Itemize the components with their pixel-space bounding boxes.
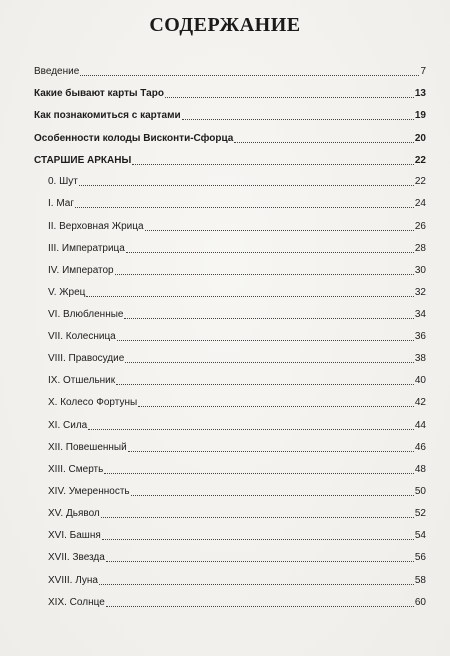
toc-entry	[34, 66, 426, 78]
toc-entry	[34, 133, 426, 145]
toc-entry-label: 0. Шут	[48, 176, 78, 187]
toc-entry	[34, 353, 426, 365]
toc-entry-label: Особенности колоды Висконти-Сфорца	[34, 133, 234, 144]
toc-entry-label: XVIII. Луна	[48, 575, 98, 586]
toc-entry	[34, 198, 426, 210]
dot-leader	[99, 584, 414, 585]
dot-leader	[88, 429, 414, 430]
toc-entry	[34, 397, 426, 409]
toc-entry-page-number: 50	[414, 486, 426, 497]
toc-entry	[34, 88, 426, 100]
toc-entry-page-number: 58	[414, 575, 426, 586]
toc-entry	[34, 575, 426, 587]
toc-entry	[34, 331, 426, 343]
toc-entry	[34, 155, 426, 167]
toc-entry-page-number: 60	[414, 597, 426, 608]
toc-entry	[34, 442, 426, 454]
toc-entry	[34, 221, 426, 233]
toc-entry-page-number: 7	[420, 66, 426, 77]
dot-leader	[117, 340, 414, 341]
toc-entry-page-number: 56	[414, 552, 426, 563]
toc-entry-label: Как познакомиться с картами	[34, 110, 181, 121]
toc-entry-page-number: 28	[414, 243, 426, 254]
toc-entry-label: XV. Дьявол	[48, 508, 100, 519]
toc-entry-page-number: 26	[414, 221, 426, 232]
toc-entry-label: III. Императрица	[48, 243, 125, 254]
toc-entry	[34, 597, 426, 609]
toc-entry	[34, 375, 426, 387]
toc-entry	[34, 464, 426, 476]
toc-entry	[34, 243, 426, 255]
dot-leader	[131, 495, 414, 496]
toc-entry-label: VII. Колесница	[48, 331, 116, 342]
toc-entry-page-number: 54	[414, 530, 426, 541]
toc-entry	[34, 486, 426, 498]
dot-leader	[138, 406, 414, 407]
toc-entry-page-number: 13	[414, 88, 426, 99]
toc-entry-label: IX. Отшельник	[48, 375, 116, 386]
toc-entry-label: XVI. Башня	[48, 530, 101, 541]
toc-entry-page-number: 44	[414, 420, 426, 431]
toc-entry	[34, 265, 426, 277]
toc-entry-label: Введение	[34, 66, 80, 77]
toc-entry	[34, 552, 426, 564]
toc-entry-page-number: 34	[414, 309, 426, 320]
toc-entry-label: XI. Сила	[48, 420, 88, 431]
dot-leader	[115, 274, 414, 275]
toc-entry-page-number: 24	[414, 198, 426, 209]
toc-entry	[34, 287, 426, 299]
toc-entry-page-number: 22	[414, 176, 426, 187]
dot-leader	[124, 318, 413, 319]
dot-leader	[106, 606, 414, 607]
dot-leader	[234, 142, 414, 143]
toc-entry-page-number: 20	[414, 133, 426, 144]
toc-entry-label: XVII. Звезда	[48, 552, 105, 563]
toc-entry	[34, 530, 426, 542]
toc-entry-page-number: 22	[414, 155, 426, 166]
page-title: СОДЕРЖАНИЕ	[149, 14, 301, 36]
toc-entry-page-number: 30	[414, 265, 426, 276]
dot-leader	[132, 164, 414, 165]
dot-leader	[145, 230, 414, 231]
toc-entry-label: I. Маг	[48, 198, 74, 209]
dot-leader	[80, 75, 419, 76]
toc-entry-page-number: 40	[414, 375, 426, 386]
dot-leader	[102, 539, 414, 540]
toc-entry-label: VIII. Правосудие	[48, 353, 125, 364]
toc-entry-label: XIII. Смерть	[48, 464, 104, 475]
toc-entry-label: СТАРШИЕ АРКАНЫ	[34, 155, 132, 166]
toc-entry-label: V. Жрец	[48, 287, 86, 298]
toc-entry-label: IV. Император	[48, 265, 114, 276]
dot-leader	[116, 384, 414, 385]
toc-entry	[34, 508, 426, 520]
toc-entry-label: VI. Влюбленные	[48, 309, 124, 320]
toc-entry-page-number: 19	[414, 110, 426, 121]
dot-leader	[86, 296, 413, 297]
toc-entry-label: XII. Повешенный	[48, 442, 127, 453]
dot-leader	[126, 252, 414, 253]
toc-entry-page-number: 36	[414, 331, 426, 342]
toc-entry-page-number: 42	[414, 397, 426, 408]
toc-entry-page-number: 38	[414, 353, 426, 364]
dot-leader	[128, 451, 414, 452]
toc-entry	[34, 110, 426, 122]
toc-entry-page-number: 32	[414, 287, 426, 298]
toc-entry-page-number: 46	[414, 442, 426, 453]
dot-leader	[75, 207, 414, 208]
toc-entry-page-number: 48	[414, 464, 426, 475]
toc-entry-label: X. Колесо Фортуны	[48, 397, 138, 408]
toc-entry	[34, 176, 426, 188]
toc-entry	[34, 309, 426, 321]
dot-leader	[125, 362, 414, 363]
dot-leader	[104, 473, 414, 474]
toc-entry	[34, 420, 426, 432]
dot-leader	[165, 97, 414, 98]
toc-entry-page-number: 52	[414, 508, 426, 519]
toc-entry-label: Какие бывают карты Таро	[34, 88, 164, 99]
toc-entry-label: II. Верховная Жрица	[48, 221, 144, 232]
dot-leader	[106, 561, 414, 562]
dot-leader	[79, 185, 414, 186]
toc-entry-label: XIX. Солнце	[48, 597, 105, 608]
dot-leader	[182, 119, 414, 120]
toc-entry-label: XIV. Умеренность	[48, 486, 130, 497]
dot-leader	[101, 517, 414, 518]
